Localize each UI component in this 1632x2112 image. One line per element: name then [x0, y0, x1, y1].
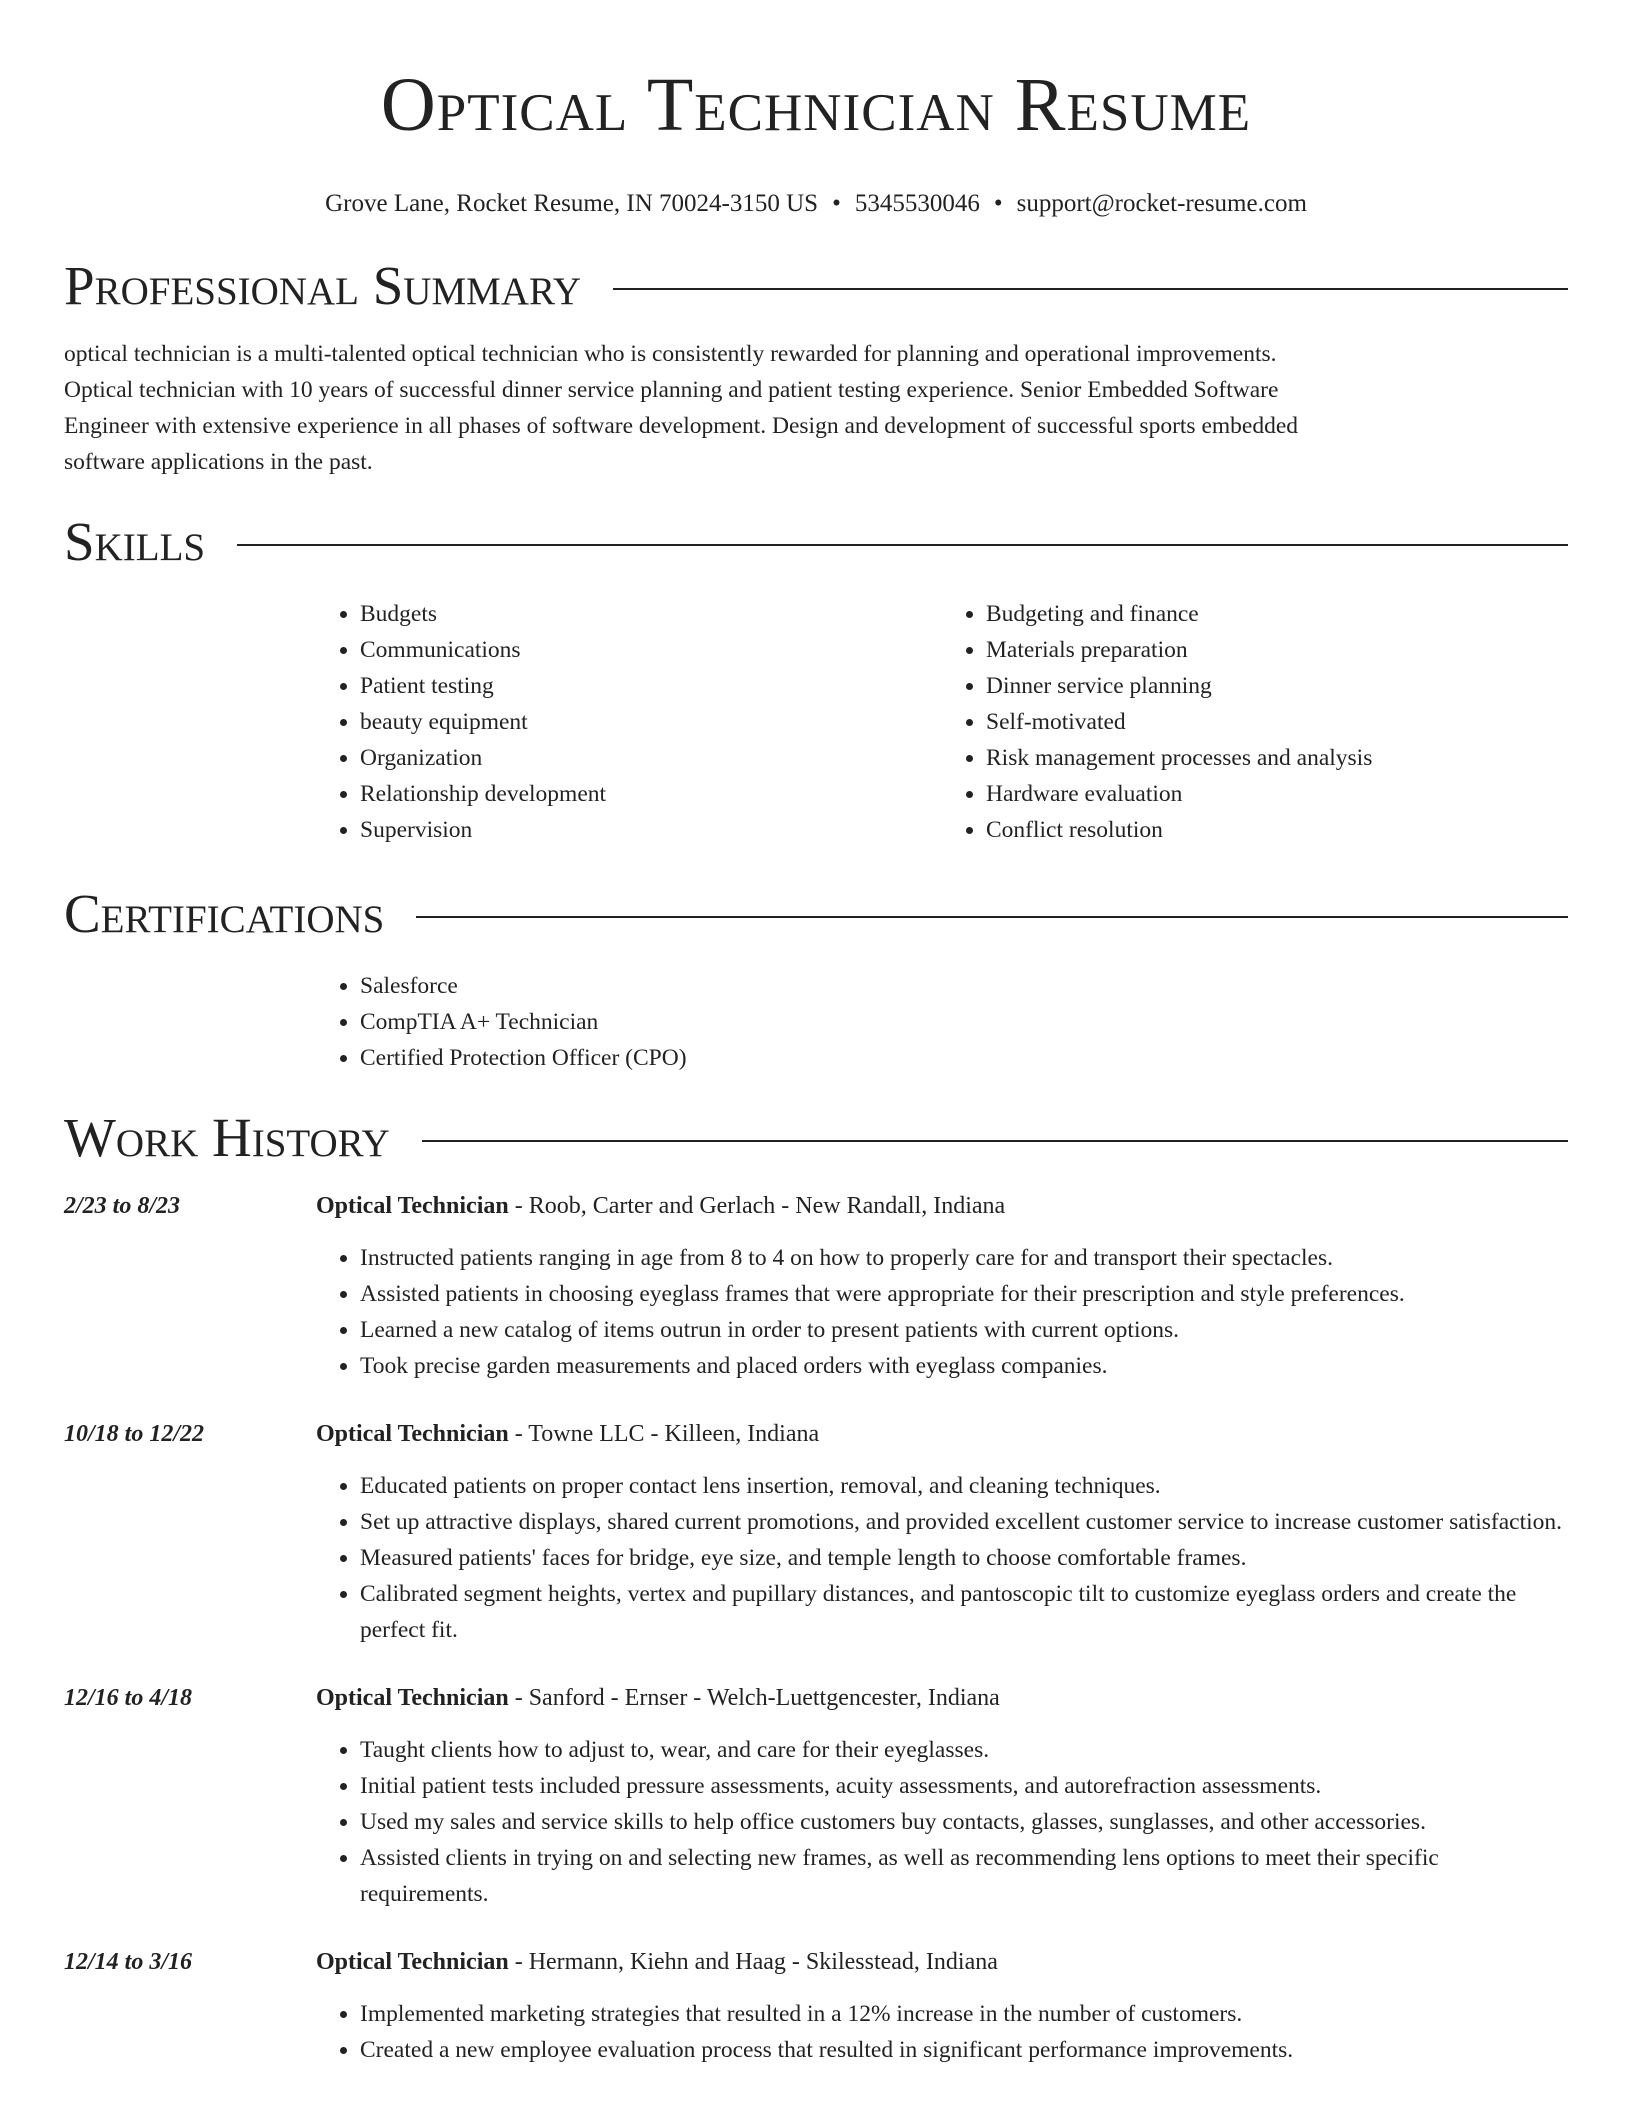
job-bullets	[316, 1732, 1568, 1912]
job-entry	[64, 1416, 1568, 1648]
job-heading	[316, 1188, 1568, 1224]
job-title: Optical Technician	[316, 1949, 509, 1975]
summary-section-title: Professional Summary	[64, 255, 582, 316]
skills-list	[316, 596, 1568, 848]
job-employer: - Hermann, Kiehn and Haag - Skilesstead, Indiana	[508, 1949, 998, 1975]
job-bullet: • Set up attractive displays, shared current promotions, and provided excellent customer service to increase customer satisfaction.	[360, 1504, 1568, 1540]
skill-item: • Patient testing	[360, 668, 942, 704]
job-bullet: • Implemented marketing strategies that resulted in a 12% increase in the number of customers.	[360, 1996, 1568, 2032]
section-divider	[422, 1140, 1568, 1142]
job-title: Optical Technician	[316, 1421, 509, 1447]
job-bullet: • Taught clients how to adjust to, wear, and care for their eyeglasses.	[360, 1732, 1568, 1768]
job-entry	[64, 1188, 1568, 1384]
job-employer: - Roob, Carter and Gerlach - New Randall, Indiana	[508, 1193, 1006, 1219]
job-body	[316, 1680, 1568, 1912]
job-dates: 10/18 to 12/22	[64, 1421, 205, 1447]
resume-title: Optical Technician Resume	[380, 63, 1252, 147]
job-bullet: • Instructed patients ranging in age from 8 to 4 on how to properly care for and transport their spectacles.	[360, 1240, 1568, 1276]
certifications-section-title: Certifications	[64, 883, 385, 944]
job-bullet: • Measured patients' faces for bridge, eye size, and temple length to choose comfortable frames.	[360, 1540, 1568, 1576]
summary-text: optical technician is a multi-talented optical technician who is consistently rewarded for planning and operational improvements. Optical technician with 10 years of successful dinner service planning and patient testing experience. Senior Embedded Software Engineer with extensive experience in all phases of software development. Design and development of successful sports embedded software applications in the past.	[64, 341, 1299, 475]
job-employer: - Towne LLC - Killeen, Indiana	[508, 1421, 820, 1447]
job-heading	[316, 1944, 1568, 1980]
certification-item: • Salesforce	[360, 968, 1568, 1004]
section-divider	[613, 288, 1568, 290]
work-section-title: Work History	[64, 1107, 390, 1168]
contact-separator: •	[832, 190, 841, 217]
job-bullet: • Calibrated segment heights, vertex and pupillary distances, and pantoscopic tilt to customize eyeglass orders and create the perfect fit.	[360, 1576, 1568, 1648]
job-entry	[64, 1944, 1568, 2068]
skills-column-left	[316, 596, 942, 848]
skill-item: • Budgets	[360, 596, 942, 632]
work-section-header	[64, 1106, 1568, 1170]
section-divider	[416, 916, 1568, 918]
skill-item: • Dinner service planning	[986, 668, 1568, 704]
job-bullets	[316, 1240, 1568, 1384]
certification-item: • CompTIA A+ Technician	[360, 1004, 1568, 1040]
summary-section-header	[64, 254, 1568, 318]
job-body	[316, 1416, 1568, 1648]
skill-item: • Conflict resolution	[986, 812, 1568, 848]
skill-item: • Self-motivated	[986, 704, 1568, 740]
contact-email: support@rocket-resume.com	[1016, 190, 1307, 217]
skill-item: • Hardware evaluation	[986, 776, 1568, 812]
job-dates: 12/16 to 4/18	[64, 1685, 193, 1711]
contact-phone: 5345530046	[854, 190, 980, 217]
certification-item: • Certified Protection Officer (CPO)	[360, 1040, 1568, 1076]
job-body	[316, 1188, 1568, 1384]
skill-item: • Supervision	[360, 812, 942, 848]
certifications-list	[316, 968, 1568, 1076]
skills-column-right	[942, 596, 1568, 848]
job-body	[316, 1944, 1568, 2068]
skill-item: • Risk management processes and analysis	[986, 740, 1568, 776]
job-title: Optical Technician	[316, 1193, 509, 1219]
job-bullets	[316, 1996, 1568, 2068]
contact-line	[64, 188, 1568, 220]
job-heading	[316, 1416, 1568, 1452]
skill-item: • Relationship development	[360, 776, 942, 812]
job-bullet: • Initial patient tests included pressure assessments, acuity assessments, and autorefraction assessments.	[360, 1768, 1568, 1804]
job-bullet: • Used my sales and service skills to help office customers buy contacts, glasses, sunglasses, and other accessories.	[360, 1804, 1568, 1840]
job-entry	[64, 1680, 1568, 1912]
skill-item: • Budgeting and finance	[986, 596, 1568, 632]
skill-item: • beauty equipment	[360, 704, 942, 740]
skill-item: • Materials preparation	[986, 632, 1568, 668]
skill-item: • Organization	[360, 740, 942, 776]
job-bullet: • Learned a new catalog of items outrun in order to present patients with current options.	[360, 1312, 1568, 1348]
job-bullet: • Assisted clients in trying on and selecting new frames, as well as recommending lens options to meet their specific requirements.	[360, 1840, 1568, 1912]
contact-address: Grove Lane, Rocket Resume, IN 70024-3150 US	[325, 190, 819, 217]
job-bullet: • Assisted patients in choosing eyeglass frames that were appropriate for their prescription and style preferences.	[360, 1276, 1568, 1312]
job-bullet: • Created a new employee evaluation process that resulted in significant performance improvements.	[360, 2032, 1568, 2068]
job-dates: 12/14 to 3/16	[64, 1949, 193, 1975]
contact-separator: •	[993, 190, 1003, 217]
skills-section-title: Skills	[64, 511, 206, 572]
job-bullets	[316, 1468, 1568, 1648]
skill-item: • Communications	[360, 632, 942, 668]
skills-section-header	[64, 510, 1568, 574]
certifications-section-header	[64, 882, 1568, 946]
job-bullet: • Took precise garden measurements and placed orders with eyeglass companies.	[360, 1348, 1568, 1384]
job-dates: 2/23 to 8/23	[64, 1193, 181, 1219]
job-employer: - Sanford - Ernser - Welch-Luettgencester, Indiana	[508, 1685, 1000, 1711]
job-title: Optical Technician	[316, 1685, 509, 1711]
job-bullet: • Educated patients on proper contact lens insertion, removal, and cleaning techniques.	[360, 1468, 1568, 1504]
job-heading	[316, 1680, 1568, 1716]
section-divider	[237, 544, 1568, 546]
